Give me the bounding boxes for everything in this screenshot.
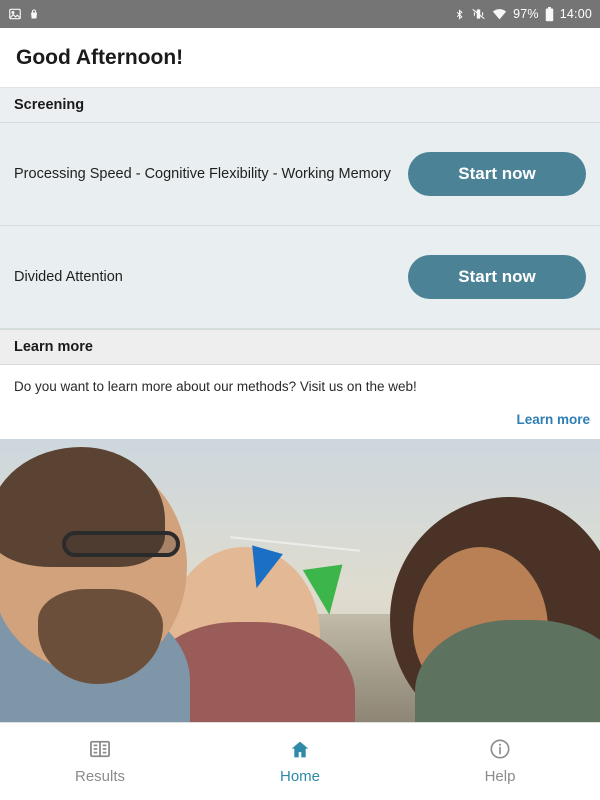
clock-time: 14:00 xyxy=(559,7,592,21)
greeting-bar xyxy=(0,28,600,88)
learn-more-section-header: Learn more xyxy=(0,329,600,365)
green-flag-icon xyxy=(303,564,349,617)
list-item[interactable] xyxy=(0,226,600,329)
bottom-navigation xyxy=(0,722,600,800)
bluetooth-icon xyxy=(454,7,465,22)
wifi-icon xyxy=(492,8,507,20)
image-icon xyxy=(8,7,22,21)
nav-item-help[interactable] xyxy=(400,723,600,800)
nav-label-help: Help xyxy=(484,768,516,785)
vibrate-icon xyxy=(471,7,486,21)
battery-icon xyxy=(545,7,554,22)
status-bar xyxy=(0,0,600,28)
hero-image xyxy=(0,439,600,722)
nav-item-home[interactable] xyxy=(200,723,400,800)
start-now-button[interactable]: Start now xyxy=(408,255,586,299)
learn-more-body xyxy=(0,365,600,394)
screening-list xyxy=(0,123,600,329)
list-item[interactable] xyxy=(0,123,600,226)
bag-icon xyxy=(28,8,40,21)
battery-percent: 97% xyxy=(513,7,539,21)
learn-more-text: Do you want to learn more about our methods? Visit us on the web! xyxy=(14,379,417,394)
page-title: Good Afternoon! xyxy=(16,45,184,69)
learn-more-link[interactable]: Learn more xyxy=(516,412,590,427)
info-circle-icon xyxy=(489,738,511,760)
learn-more-link-row xyxy=(0,394,600,439)
status-bar-right xyxy=(454,7,592,22)
start-now-button[interactable]: Start now xyxy=(408,152,586,196)
home-icon xyxy=(289,738,311,760)
screening-item-title: Processing Speed - Cognitive Flexibility - Working Memory xyxy=(14,166,391,182)
status-bar-left xyxy=(8,7,40,21)
nav-label-results: Results xyxy=(74,768,126,785)
nav-item-results[interactable] xyxy=(0,723,200,800)
results-list-icon xyxy=(89,738,111,760)
sunglasses-icon xyxy=(62,531,180,557)
screening-item-title: Divided Attention xyxy=(14,269,123,285)
screening-section-header: Screening xyxy=(0,88,600,123)
nav-label-home: Home xyxy=(279,768,320,785)
